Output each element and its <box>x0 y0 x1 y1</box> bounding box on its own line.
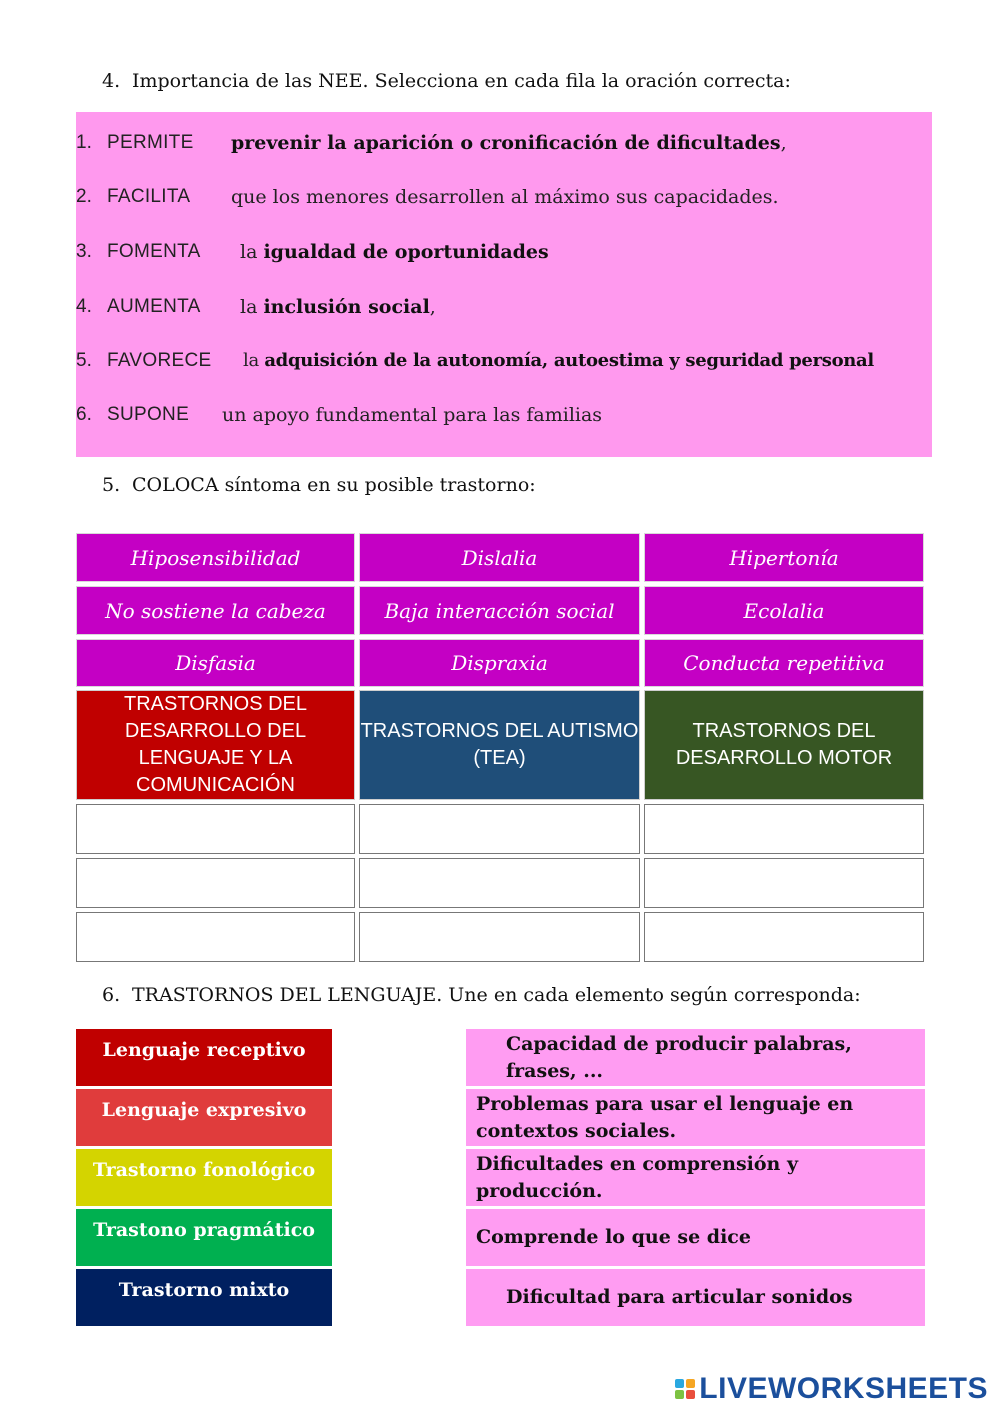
drop-slot-autism-2[interactable] <box>359 858 640 908</box>
symptom-chip[interactable]: No sostiene la cabeza <box>76 586 355 635</box>
nee-sentence: un apoyo fundamental para las familias <box>222 404 603 426</box>
drop-slot-language-1[interactable] <box>76 804 355 854</box>
drop-slot-motor-3[interactable] <box>644 912 924 962</box>
nee-sentence: que los menores desarrollen al máximo sus capacidades. <box>231 186 779 208</box>
definition-comprehension-production[interactable]: Dificultades en comprensión y producción. <box>466 1149 925 1206</box>
term-expressive-language[interactable]: Lenguaje expresivo <box>76 1089 332 1146</box>
nee-sentence: la igualdad de oportunidades <box>240 241 549 263</box>
nee-options-box: 1. PERMITE prevenir la aparición o cronificación de dificultades, 2. FACILITA que los menores desarrollen al máximo sus capacidades. 3. FOMENTA la igualdad de oportunidades 4. AUMENTA la inclusión social, 5. FAVORECE la adquisición de la autonomía, autoestima y seguridad personal 6. SUPONE un apoyo fundamental para las familias <box>76 112 932 457</box>
category-autism-header: TRASTORNOS DEL AUTISMO (TEA) <box>359 690 640 800</box>
drop-slot-autism-1[interactable] <box>359 804 640 854</box>
question-6-title: 6. TRASTORNOS DEL LENGUAJE. Une en cada elemento según corresponda: <box>102 984 861 1006</box>
category-motor-header: TRASTORNOS DEL DESARROLLO MOTOR <box>644 690 924 800</box>
symptom-chip[interactable]: Disfasia <box>76 639 355 687</box>
symptom-chip[interactable]: Hiposensibilidad <box>76 533 355 582</box>
symptom-chip[interactable]: Conducta repetitiva <box>644 639 924 687</box>
definition-social-language[interactable]: Problemas para usar el lenguaje en contextos sociales. <box>466 1089 925 1146</box>
definition-producing-words[interactable]: Capacidad de producir palabras, frases, ... <box>466 1029 925 1086</box>
drop-slot-language-2[interactable] <box>76 858 355 908</box>
symptom-chip[interactable]: Dislalia <box>359 533 640 582</box>
question-5-title: 5. COLOCA síntoma en su posible trastorno: <box>102 474 536 496</box>
symptom-chip[interactable]: Dispraxia <box>359 639 640 687</box>
drop-slot-motor-1[interactable] <box>644 804 924 854</box>
symptom-chip[interactable]: Ecolalia <box>644 586 924 635</box>
question-4-title: 4. Importancia de las NEE. Selecciona en cada fila la oración correcta: <box>102 70 791 92</box>
term-mixed-disorder[interactable]: Trastorno mixto <box>76 1269 332 1326</box>
definition-understands-speech[interactable]: Comprende lo que se dice <box>466 1209 925 1266</box>
drop-slot-language-3[interactable] <box>76 912 355 962</box>
nee-sentence: prevenir la aparición o cronificación de dificultades, <box>231 132 787 154</box>
term-receptive-language[interactable]: Lenguaje receptivo <box>76 1029 332 1086</box>
drop-slot-autism-3[interactable] <box>359 912 640 962</box>
logo-text: LIVEWORKSHEETS <box>699 1372 988 1405</box>
drop-slot-motor-2[interactable] <box>644 858 924 908</box>
symptom-chip[interactable]: Baja interacción social <box>359 586 640 635</box>
nee-sentence: la adquisición de la autonomía, autoestima y seguridad personal <box>243 350 874 371</box>
nee-sentence: la inclusión social, <box>240 296 436 318</box>
term-pragmatic-disorder[interactable]: Trastono pragmático <box>76 1209 332 1266</box>
liveworksheets-logo-icon <box>675 1379 695 1399</box>
category-language-header: TRASTORNOS DEL DESARROLLO DEL LENGUAJE Y LA COMUNICACIÓN <box>76 690 355 800</box>
definition-articulating-sounds[interactable]: Dificultad para articular sonidos <box>466 1269 925 1326</box>
term-phonological-disorder[interactable]: Trastorno fonológico <box>76 1149 332 1206</box>
liveworksheets-logo <box>675 1372 988 1406</box>
symptom-chip[interactable]: Hipertonía <box>644 533 924 582</box>
